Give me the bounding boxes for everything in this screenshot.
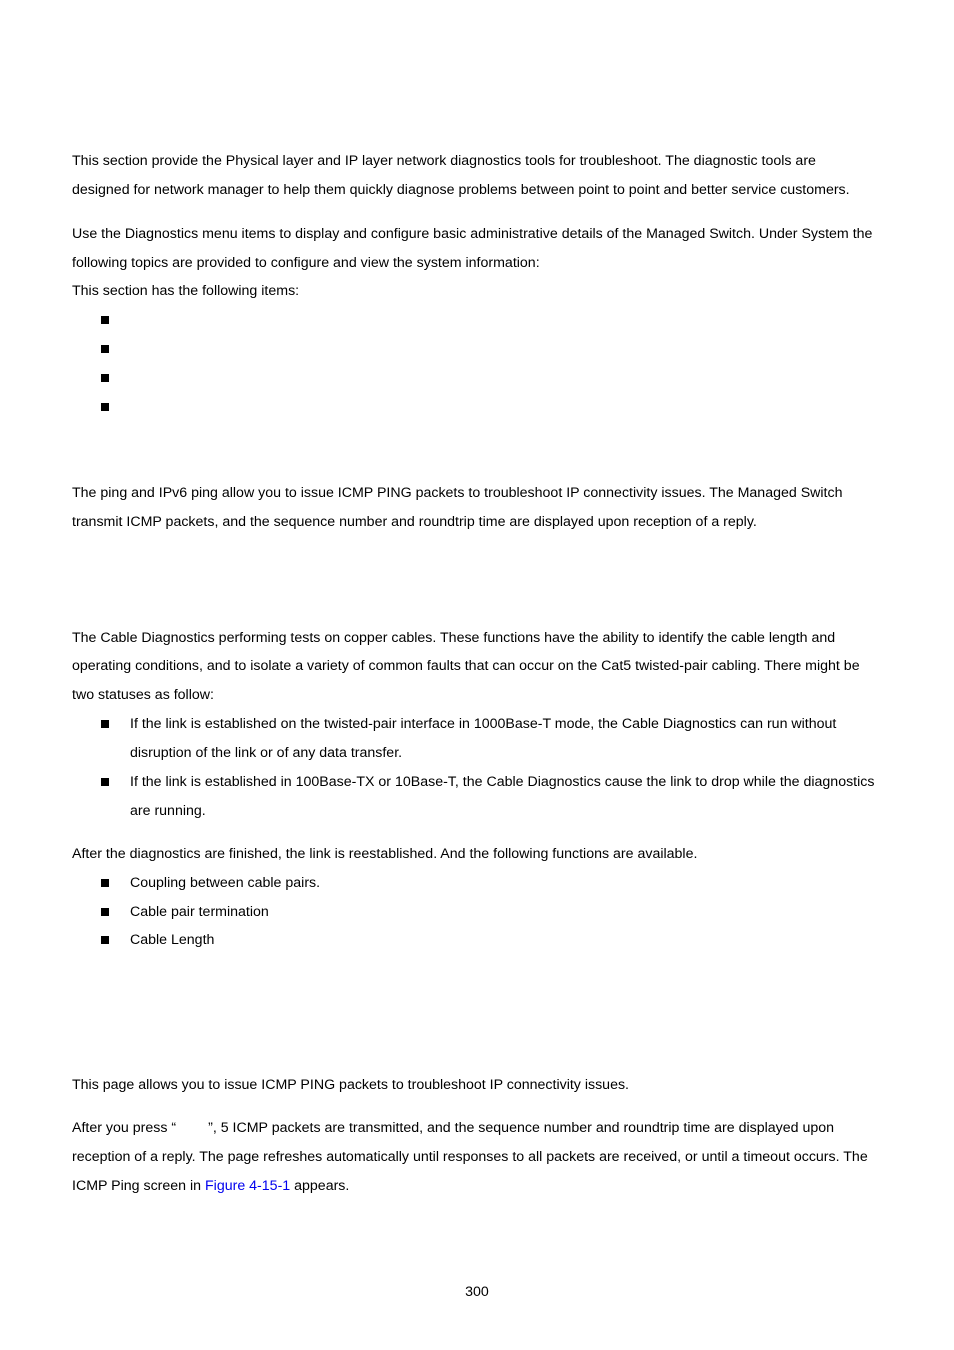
bullet-icon [101,374,109,382]
page-number: 300 [465,1284,489,1300]
function-item: Cable pair termination [130,904,269,920]
icmp-paragraph-line-1: This page allows you to issue ICMP PING packets to troubleshoot IP connectivity issues. [72,1077,629,1093]
icmp-paragraph-line-4 [72,1178,349,1195]
intro-paragraph-2-line-2: following topics are provided to configure and view the system information: [72,255,540,271]
icmp-line-4-end: appears. [290,1178,350,1194]
bullet-icon [101,778,109,786]
cable-after-paragraph: After the diagnostics are finished, the link is reestablished. And the following functions are available. [72,846,698,862]
ping-paragraph-line-1: The ping and IPv6 ping allow you to issue ICMP PING packets to troubleshoot IP connectivity issues. The Managed Switch [72,485,843,501]
icmp-paragraph-line-2 [72,1120,834,1137]
bullet-icon [101,879,109,887]
intro-paragraph-1-line-1: This section provide the Physical layer and IP layer network diagnostics tools for troubleshoot. The diagnostic tools are [72,153,816,169]
cable-status-bullet-1-line-1: If the link is established on the twisted-pair interface in 1000Base-T mode, the Cable Diagnostics can run without [130,716,837,732]
cable-paragraph-line-2: operating conditions, and to isolate a variety of common faults that can occur on the Cat5 twisted-pair cabling. There might be [72,658,860,674]
bullet-icon [101,403,109,411]
intro-paragraph-3: This section has the following items: [72,283,300,299]
cable-paragraph-line-3: two statuses as follow: [72,687,214,703]
cable-status-bullet-2-line-2: are running. [130,803,206,819]
intro-paragraph-1-line-2: designed for network manager to help them quickly diagnose problems between point to point and better service customers. [72,182,850,198]
cable-status-bullet-2-line-1: If the link is established in 100Base-TX or 10Base-T, the Cable Diagnostics cause the link to drop while the diagnostics [130,774,875,790]
icmp-line-2-start: After you press “ [72,1120,177,1136]
function-item: Cable Length [130,932,215,948]
icmp-line-2-end: ”, 5 ICMP packets are transmitted, and the sequence number and roundtrip time are displayed upon [208,1120,835,1136]
bullet-icon [101,316,109,324]
figure-link[interactable]: Figure 4-15-1 [205,1178,291,1194]
bullet-icon [101,720,109,728]
bullet-icon [101,345,109,353]
bullet-icon [101,936,109,944]
bullet-icon [101,908,109,916]
intro-paragraph-2-line-1: Use the Diagnostics menu items to display and configure basic administrative details of the Managed Switch. Under System the [72,226,873,242]
function-item: Coupling between cable pairs. [130,875,321,891]
cable-status-bullet-1-line-2: disruption of the link or of any data transfer. [130,745,403,761]
icmp-paragraph-line-3: reception of a reply. The page refreshes automatically until responses to all packets are received, or until a timeout occurs. The [72,1149,868,1165]
icmp-line-4-start: ICMP Ping screen in [72,1178,206,1194]
cable-paragraph-line-1: The Cable Diagnostics performing tests on copper cables. These functions have the ability to identify the cable length and [72,630,836,646]
ping-paragraph-line-2: transmit ICMP packets, and the sequence number and roundtrip time are displayed upon reception of a reply. [72,514,757,530]
